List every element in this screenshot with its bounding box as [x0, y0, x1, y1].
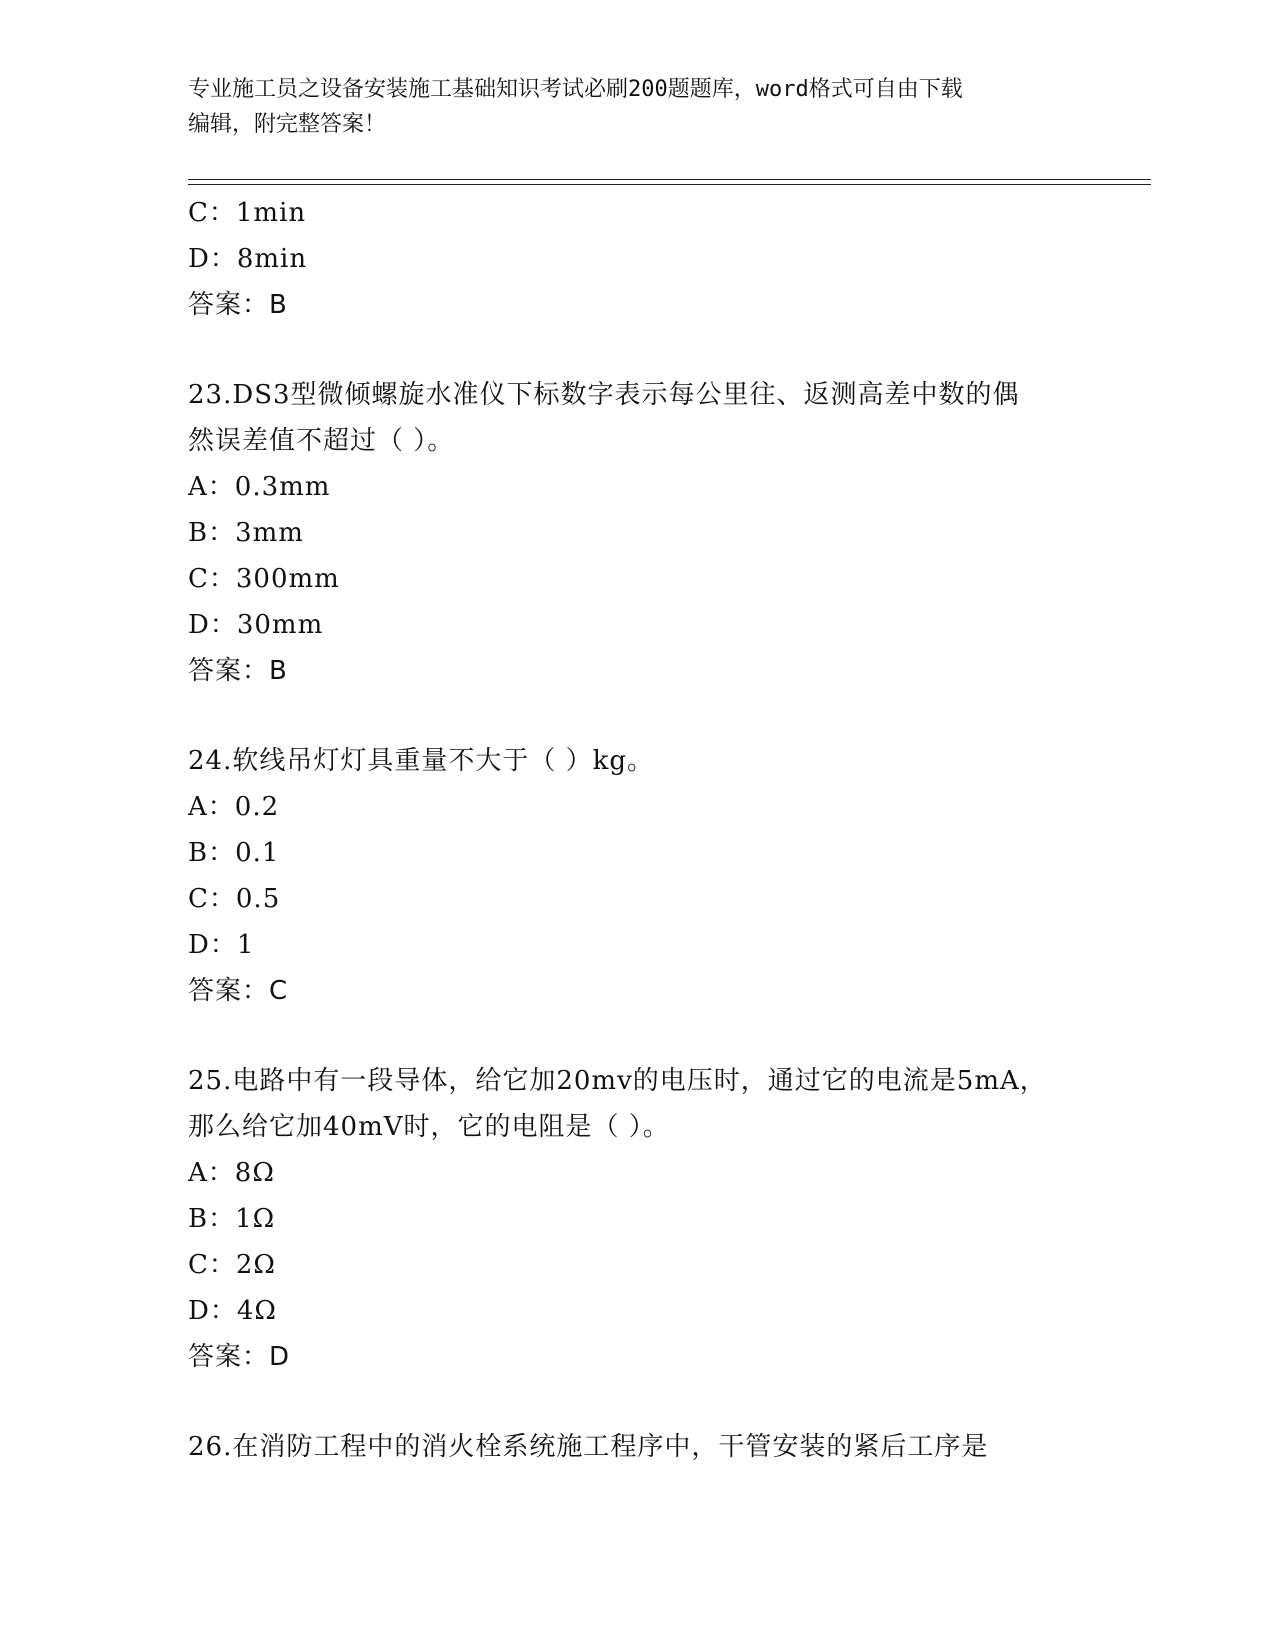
question-stem: 25.电路中有一段导体，给它加20mv的电压时，通过它的电流是5mA， — [188, 1066, 1047, 1096]
question-stem: 23.DS3型微倾螺旋水准仪下标数字表示每公里往、返测高差中数的偶 — [188, 380, 1020, 410]
header-divider — [188, 184, 1151, 185]
option: B：0.1 — [188, 838, 280, 868]
question-list — [188, 190, 1088, 1470]
answer: 答案：C — [188, 976, 289, 1006]
option: D：30mm — [188, 610, 324, 640]
question-block — [188, 1058, 1088, 1380]
question-stem: 然误差值不超过（ ）。 — [188, 426, 455, 456]
option: C：0.5 — [188, 884, 281, 914]
header-line: 专业施工员之设备安装施工基础知识考试必刷200题题库，word格式可自由下载 — [188, 77, 963, 102]
option: C：1min — [188, 198, 307, 228]
question-block — [188, 190, 1088, 328]
question-block — [188, 372, 1088, 694]
answer: 答案：D — [188, 1342, 291, 1372]
option: D：4Ω — [188, 1296, 277, 1326]
header-divider — [188, 179, 1151, 180]
header-line: 编辑，附完整答案！ — [188, 112, 387, 137]
question-stem: 26.在消防工程中的消火栓系统施工程序中，干管安装的紧后工序是 — [188, 1432, 989, 1462]
option: A：0.2 — [188, 792, 280, 822]
option: C：300mm — [188, 564, 340, 594]
answer: 答案：B — [188, 290, 288, 320]
option: B：3mm — [188, 518, 304, 548]
question-block — [188, 738, 1088, 1014]
option: A：8Ω — [188, 1158, 275, 1188]
question-stem: 24.软线吊灯灯具重量不大于（ ）kg。 — [188, 746, 655, 776]
option: B：1Ω — [188, 1204, 276, 1234]
question-stem: 那么给它加40mV时，它的电阻是（ ）。 — [188, 1112, 670, 1142]
document-header — [188, 72, 1088, 142]
answer: 答案：B — [188, 656, 288, 686]
option: A：0.3mm — [188, 472, 331, 502]
option: D：8min — [188, 244, 308, 274]
option: C：2Ω — [188, 1250, 276, 1280]
option: D：1 — [188, 930, 255, 960]
question-block — [188, 1424, 1088, 1470]
